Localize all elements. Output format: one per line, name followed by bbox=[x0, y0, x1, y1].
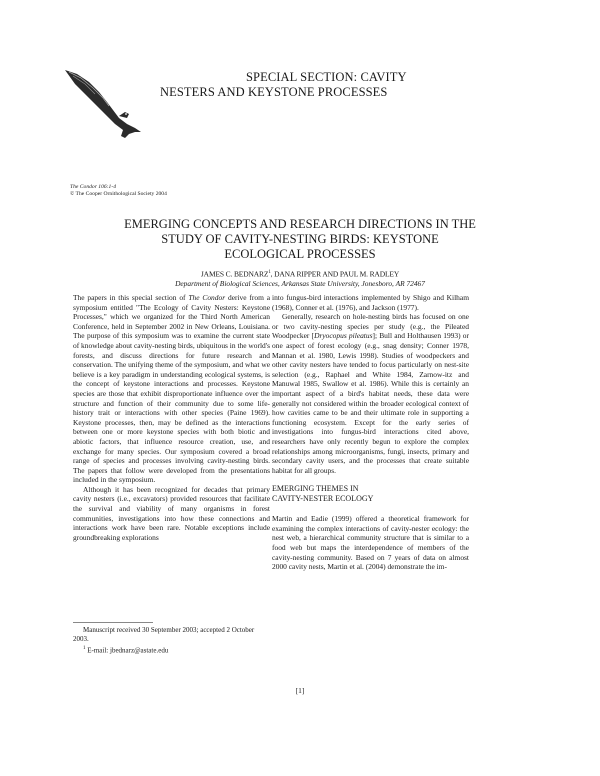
body-paragraph bbox=[272, 312, 469, 475]
special-section-title bbox=[160, 70, 460, 100]
email-footnote bbox=[73, 644, 270, 655]
page-number: [1] bbox=[295, 686, 305, 695]
species-name: Dryocopus pileatus bbox=[314, 331, 373, 341]
section-heading bbox=[272, 484, 469, 504]
manuscript-dates: Manuscript received 30 September 2003; accepted 2 October 2003. bbox=[73, 626, 255, 643]
article-title-line-1: EMERGING CONCEPTS AND RESEARCH DIRECTIONS IN THE bbox=[124, 217, 476, 231]
copyright-notice: © The Cooper Ornithological Society 2004 bbox=[70, 191, 167, 197]
author-list bbox=[90, 268, 510, 279]
section-heading-line-2: CAVITY-NESTER ECOLOGY bbox=[272, 494, 374, 504]
condor-bird-icon bbox=[63, 66, 143, 140]
body-paragraph bbox=[73, 293, 270, 485]
footnote-mark: 1 bbox=[83, 646, 86, 651]
author-ripper-radley: DANA RIPPER AND PAUL M. RADLEY bbox=[274, 269, 400, 279]
paragraph-text: ]; Bull and Holthausen 1993) or one aspect of forest ecology (e.g., snag density; Conner 1978, Mannan et al. 1980, Lewis 1998). Studies of woodpeckers and other cavity nesters have tended to focus particularly on nest-site selection (e.g., Raphael and White 1984, Zarnow-itz and Manuwal 1985, Swallow et al. 1986). While this is certainly an important aspect of a bird's habitat needs, these data were generally not considered within the broader ecological context of how cavities came to be and their ultimate role in supporting a functioning ecosystem. Except for the early series of investigations into fungus-bird interactions cited above, researchers have only recently begun to explore the complex relationships among microorganisms, fungi, insects, primary and secondary cavity users, and the processes that create suitable habitat for all groups. bbox=[272, 331, 469, 475]
author-separator: , bbox=[270, 269, 275, 279]
author-email: E-mail: jbednarz@astate.edu bbox=[85, 646, 169, 655]
footnote-divider bbox=[73, 622, 153, 623]
body-column-right bbox=[272, 293, 469, 572]
section-title-line-1: SPECIAL SECTION: CAVITY bbox=[246, 70, 407, 84]
condor-logo bbox=[63, 66, 143, 140]
journal-metadata bbox=[70, 184, 167, 198]
body-paragraph: Although it has been recognized for decades that primary cavity nesters (i.e., excavators) provided resources that facilitate the survival and viability of many organisms in forest communities, investigations into how these connections and interactions work have been rare. Notable exceptions include groundbreaking explorations bbox=[73, 484, 270, 542]
journal-name: The Condor bbox=[188, 293, 226, 302]
footnotes bbox=[73, 626, 270, 655]
author-bednarz: JAMES C. BEDNARZ bbox=[200, 269, 269, 279]
body-column-left bbox=[73, 293, 270, 542]
paragraph-text: derive from a symposium entitled "The Ecology of Cavity Nesters: Keystone Processes," which we organized for the Third North American Conference, held in September 2002 in New Orleans, Louisiana. The purpose of this symposium was to examine the current state of knowledge about cavity-nesting birds, ubiquitous in the world's forests, and discuss directions for future research and conservation. The unifying theme of the symposium, and what we believe is a key paradigm in understanding ecological systems, is the concept of keystone interactions and processes. Keystone species are those that exhibit disproportionate influence over the structure and function of their community due to some life-history trait or interactions with other species (Paine 1969). Keystone processes, then, may be defined as the interactions between one or more keystone species with both biotic and abiotic factors, that influence resource creation, use, and exchange for many species. Our symposium covered a broad range of species and processes involving cavity-nesting birds. The papers that follow were developed from the presentations included in the symposium. bbox=[73, 293, 271, 485]
article-title-line-2: STUDY OF CAVITY-NESTING BIRDS: KEYSTONE bbox=[161, 232, 439, 246]
author-footnote-mark: 1 bbox=[268, 270, 271, 275]
journal-citation: The Condor 106:1-4 bbox=[70, 184, 116, 190]
article-title bbox=[90, 217, 510, 262]
author-affiliation: Department of Biological Sciences, Arkansas State University, Jonesboro, AR 72467 bbox=[175, 279, 425, 288]
paragraph-text: Generally, research on hole-nesting birds has focused on one or two cavity-nesting species per study (e.g., the Pileated Woodpecker [ bbox=[272, 312, 469, 341]
body-paragraph: Martin and Eadie (1999) offered a theoretical framework for examining the complex interactions of cavity-nester ecology: the nest web, a hierarchical community structure that is similar to a food web but maps the interdependence of members of the cavity-nesting community. Based on 7 years of data on almost 2000 cavity nests, Martin et al. (2004) demonstrate the im- bbox=[272, 514, 469, 572]
section-heading-line-1: EMERGING THEMES IN bbox=[272, 484, 359, 494]
paragraph-text: The papers in this special section of bbox=[73, 293, 189, 302]
body-paragraph: into fungus-bird interactions implemented by Shigo and Kilham (1968), Conner et al. (1976), and Jackson (1977). bbox=[272, 293, 469, 312]
article-title-line-3: ECOLOGICAL PROCESSES bbox=[224, 247, 376, 261]
section-title-line-2: NESTERS AND KEYSTONE PROCESSES bbox=[160, 85, 388, 99]
